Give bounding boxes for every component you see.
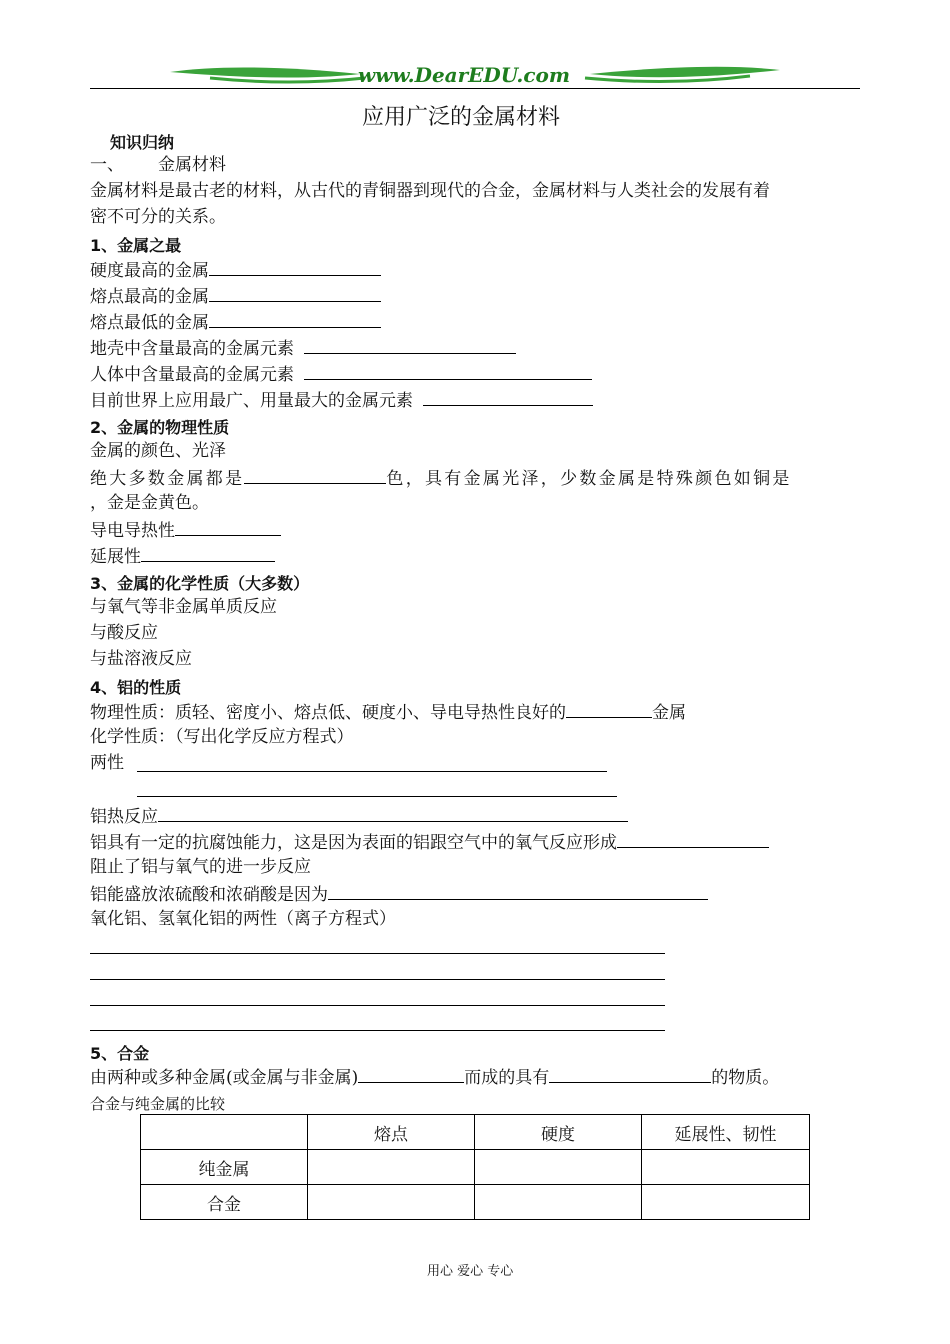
s2-color-line: 金属的颜色、光泽	[90, 441, 226, 461]
s1-heading: 1、金属之最	[90, 236, 182, 255]
table-cell[interactable]	[475, 1185, 642, 1220]
s2-heading: 2、金属的物理性质	[90, 418, 230, 437]
table-row	[141, 1150, 810, 1185]
part1-label: 金属材料	[158, 155, 226, 175]
section-heading: 知识归纳	[110, 133, 175, 152]
s3-heading: 3、金属的化学性质（大多数）	[90, 574, 310, 593]
table-header-row	[141, 1115, 810, 1150]
table-header-cell: 延展性、韧性	[642, 1115, 810, 1150]
answer-blank[interactable]	[209, 259, 381, 276]
answer-blank[interactable]	[304, 363, 592, 380]
answer-blank[interactable]	[328, 883, 708, 900]
table-cell[interactable]	[642, 1150, 810, 1185]
table-header-cell	[141, 1115, 308, 1150]
answer-line[interactable]	[137, 771, 607, 772]
table-header-cell: 熔点	[308, 1115, 475, 1150]
s4-stop-line: 阻止了铝与氧气的进一步反应	[90, 857, 311, 877]
answer-blank[interactable]	[209, 285, 381, 302]
page-title: 应用广泛的金属材料	[362, 105, 561, 130]
s2-most-line: 绝大多数金属都是 色，具有金属光泽，少数金属是特殊颜色如铜是	[90, 469, 792, 489]
table-row-label: 纯金属	[141, 1150, 308, 1185]
table-row-label: 合金	[141, 1185, 308, 1220]
logo-text: www.DearEDU.com	[358, 63, 571, 87]
s3-item: 与盐溶液反应	[90, 649, 192, 669]
page-footer: 用心 爱心 专心	[427, 1264, 514, 1279]
s1-item: 熔点最高的金属	[90, 285, 381, 307]
s1-item: 地壳中含量最高的金属元素	[90, 337, 516, 359]
s4-thermite-line: 铝热反应	[90, 805, 628, 827]
s3-item: 与酸反应	[90, 623, 158, 643]
s3-item: 与氧气等非金属单质反应	[90, 597, 277, 617]
intro-line-2: 密不可分的关系。	[90, 207, 226, 227]
s4-heading: 4、铝的性质	[90, 678, 182, 697]
answer-blank[interactable]	[244, 467, 386, 484]
answer-blank[interactable]	[423, 389, 593, 406]
s1-item: 目前世界上应用最广、用量最大的金属元素	[90, 389, 593, 411]
table-cell[interactable]	[308, 1150, 475, 1185]
s4-oxide-line: 氧化铝、氢氧化铝的两性（离子方程式）	[90, 909, 396, 929]
s2-gold-line: ，金是金黄色。	[90, 493, 209, 513]
s1-item: 人体中含量最高的金属元素	[90, 363, 592, 385]
s1-item: 硬度最高的金属	[90, 259, 381, 281]
s5-heading: 5、合金	[90, 1044, 150, 1063]
answer-blank[interactable]	[358, 1066, 464, 1083]
table-cell[interactable]	[308, 1185, 475, 1220]
answer-line[interactable]	[90, 1005, 665, 1006]
s2-ductile-line: 延展性	[90, 545, 275, 567]
answer-blank[interactable]	[617, 831, 769, 848]
table-row	[141, 1185, 810, 1220]
answer-blank[interactable]	[175, 519, 281, 536]
answer-blank[interactable]	[209, 311, 381, 328]
s1-item: 熔点最低的金属	[90, 311, 381, 333]
s4-phys-line: 物理性质：质轻、密度小、熔点低、硬度小、导电导热性良好的 金属	[90, 703, 686, 723]
table-cell[interactable]	[475, 1150, 642, 1185]
intro-line-1: 金属材料是最古老的材料，从古代的青铜器到现代的合金，金属材料与人类社会的发展有着	[90, 181, 770, 201]
table-header-cell: 硬度	[475, 1115, 642, 1150]
s2-conduct-line: 导电导热性	[90, 519, 281, 541]
answer-blank[interactable]	[304, 337, 516, 354]
answer-line[interactable]	[90, 953, 665, 954]
s4-chem-line: 化学性质：（写出化学反应方程式）	[90, 727, 354, 747]
s4-corrosion-line: 铝具有一定的抗腐蚀能力，这是因为表面的铝跟空气中的氧气反应形成	[90, 831, 769, 853]
answer-blank[interactable]	[158, 805, 628, 822]
answer-line[interactable]	[137, 796, 617, 797]
s4-amph-label: 两性	[90, 753, 124, 773]
s5-compare-caption: 合金与纯金属的比较	[90, 1095, 226, 1113]
table-cell[interactable]	[642, 1185, 810, 1220]
s5-def-line: 由两种或多种金属(或金属与非金属) 而成的具有 的物质。	[90, 1068, 780, 1088]
s4-acid-line: 铝能盛放浓硫酸和浓硝酸是因为	[90, 883, 708, 905]
answer-blank[interactable]	[141, 545, 275, 562]
answer-line[interactable]	[90, 1030, 665, 1031]
comparison-table	[140, 1114, 810, 1220]
part1-num: 一、	[90, 155, 124, 175]
answer-blank[interactable]	[549, 1066, 711, 1083]
answer-blank[interactable]	[566, 701, 652, 718]
header-rule	[90, 88, 860, 89]
answer-line[interactable]	[90, 979, 665, 980]
